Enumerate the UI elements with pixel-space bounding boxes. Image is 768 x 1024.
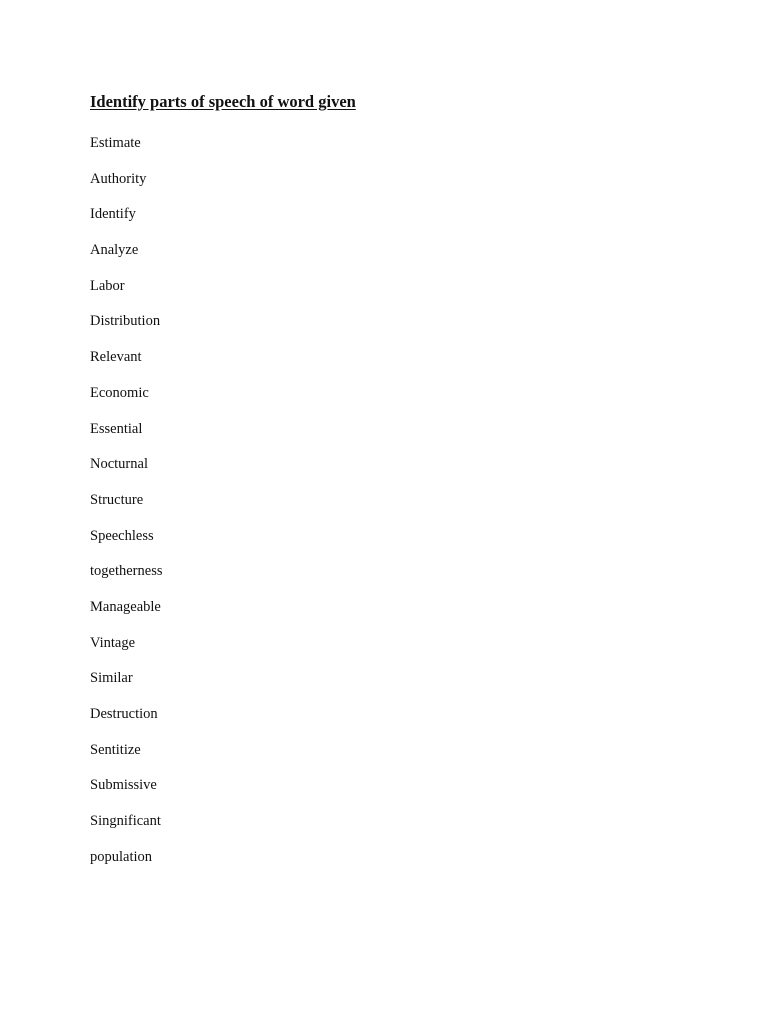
word-item: Identify [90,206,136,223]
word-item: Authority [90,170,147,187]
word-list [90,135,162,885]
word-item: Manageable [90,598,161,615]
word-item: Sentitize [90,741,141,758]
word-item: Estimate [90,135,141,151]
word-item: Vintage [90,634,136,651]
word-item: Submissive [90,777,157,794]
word-item: Economic [90,384,149,401]
word-item: Singnificant [90,813,161,830]
word-item: Labor [90,277,125,294]
word-item: Structure [90,491,144,508]
word-item: Distribution [90,313,161,330]
word-item: Similar [90,670,133,687]
word-item: Speechless [90,527,154,544]
word-item: Destruction [90,706,158,722]
word-item: Relevant [90,349,142,366]
word-item: togetherness [90,563,163,580]
word-item: Essential [90,420,143,437]
word-item: population [90,849,153,866]
page-title: Identify parts of speech of word given [90,92,356,111]
word-item: Analyze [90,242,139,259]
word-item: Nocturnal [90,456,148,473]
